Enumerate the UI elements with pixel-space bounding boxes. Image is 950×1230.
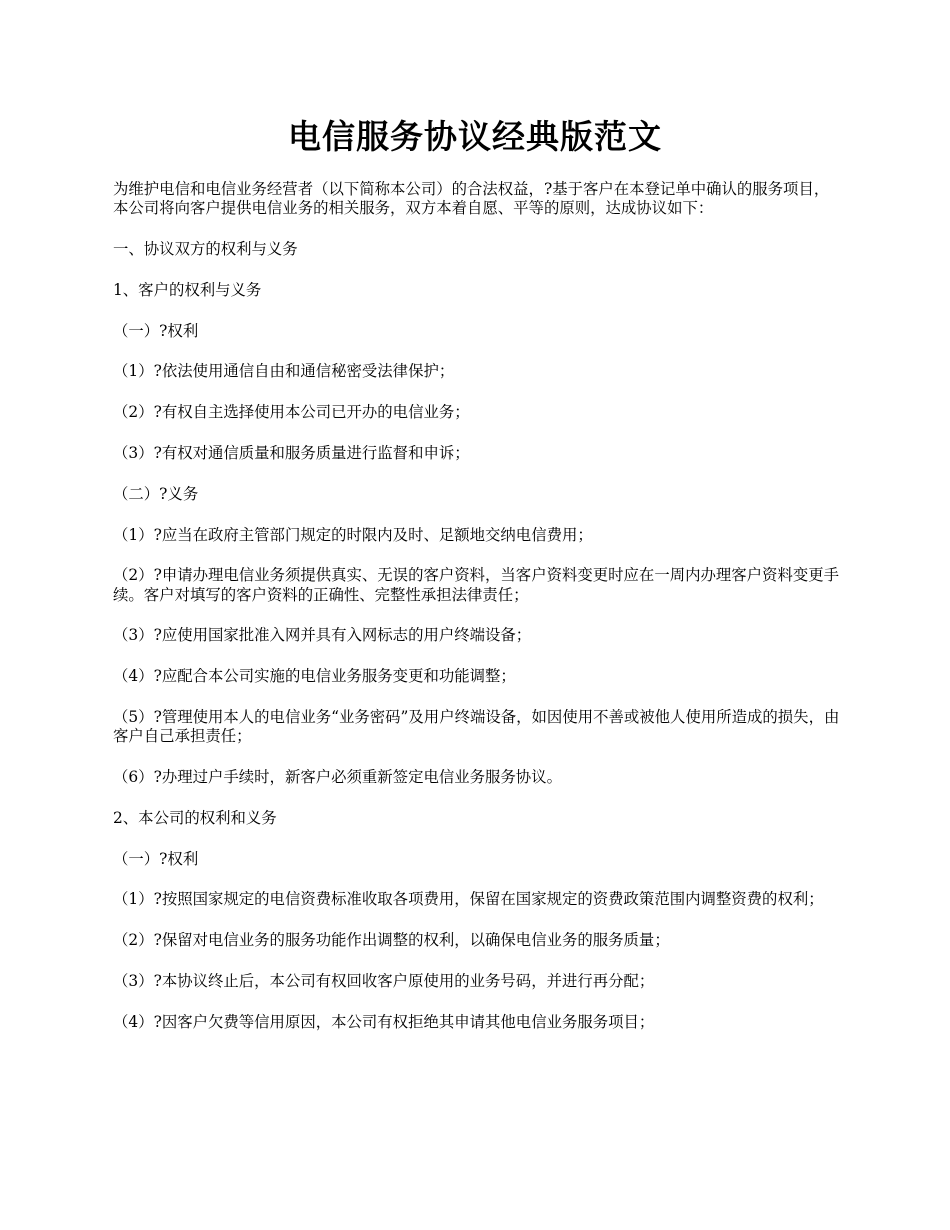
document-body	[113, 180, 843, 1054]
clause-item: （1）?应当在政府主管部门规定的时限内及时、足额地交纳电信费用；	[113, 525, 593, 544]
clause-item: （2）?保留对电信业务的服务功能作出调整的权利，以确保电信业务的服务质量；	[113, 931, 670, 950]
section-heading: 一、协议双方的权利与义务	[113, 240, 298, 258]
clause-heading: （二）?义务	[113, 484, 199, 503]
paragraph-intro: 为维护电信和电信业务经营者（以下简称本公司）的合法权益，?基于客户在本登记单中确认的服务项目，本公司将向客户提供电信业务的相关服务，双方本着自愿、平等的原则，达成协议如下：	[113, 180, 830, 218]
clause-item: （3）?有权对通信质量和服务质量进行监督和申诉；	[113, 443, 470, 462]
clause-item: （6）?办理过户手续时，新客户必须重新签定电信业务服务协议。	[113, 767, 562, 786]
clause-item: （1）?依法使用通信自由和通信秘密受法律保护；	[113, 362, 455, 381]
clause-item: （3）?本协议终止后，本公司有权回收客户原使用的业务号码，并进行再分配；	[113, 971, 655, 990]
clause-item: （4）?应配合本公司实施的电信业务服务变更和功能调整；	[113, 667, 516, 686]
subsection-heading: 1、客户的权利与义务	[113, 280, 262, 299]
clause-item: （5）?管理使用本人的电信业务“业务密码”及用户终端设备，如因使用不善或被他人使用所造成的损失，由客户自己承担责任；	[113, 707, 840, 746]
clause-heading: （一）?权利	[113, 321, 199, 340]
document-title: 电信服务协议经典版范文	[288, 117, 662, 156]
clause-item: （2）?有权自主选择使用本公司已开办的电信业务；	[113, 403, 470, 422]
subsection-heading: 2、本公司的权利和义务	[113, 808, 277, 827]
clause-item: （2）?申请办理电信业务须提供真实、无误的客户资料，当客户资料变更时应在一周内办理客户资料变更手续。客户对填写的客户资料的正确性、完整性承担法律责任；	[113, 566, 840, 604]
clause-item: （3）?应使用国家批准入网并具有入网标志的用户终端设备；	[113, 626, 532, 645]
clause-heading: （一）?权利	[113, 849, 199, 868]
clause-item: （1）?按照国家规定的电信资费标准收取各项费用，保留在国家规定的资费政策范围内调整资费的权利；	[113, 890, 824, 909]
clause-item: （4）?因客户欠费等信用原因，本公司有权拒绝其申请其他电信业务服务项目；	[113, 1012, 655, 1031]
